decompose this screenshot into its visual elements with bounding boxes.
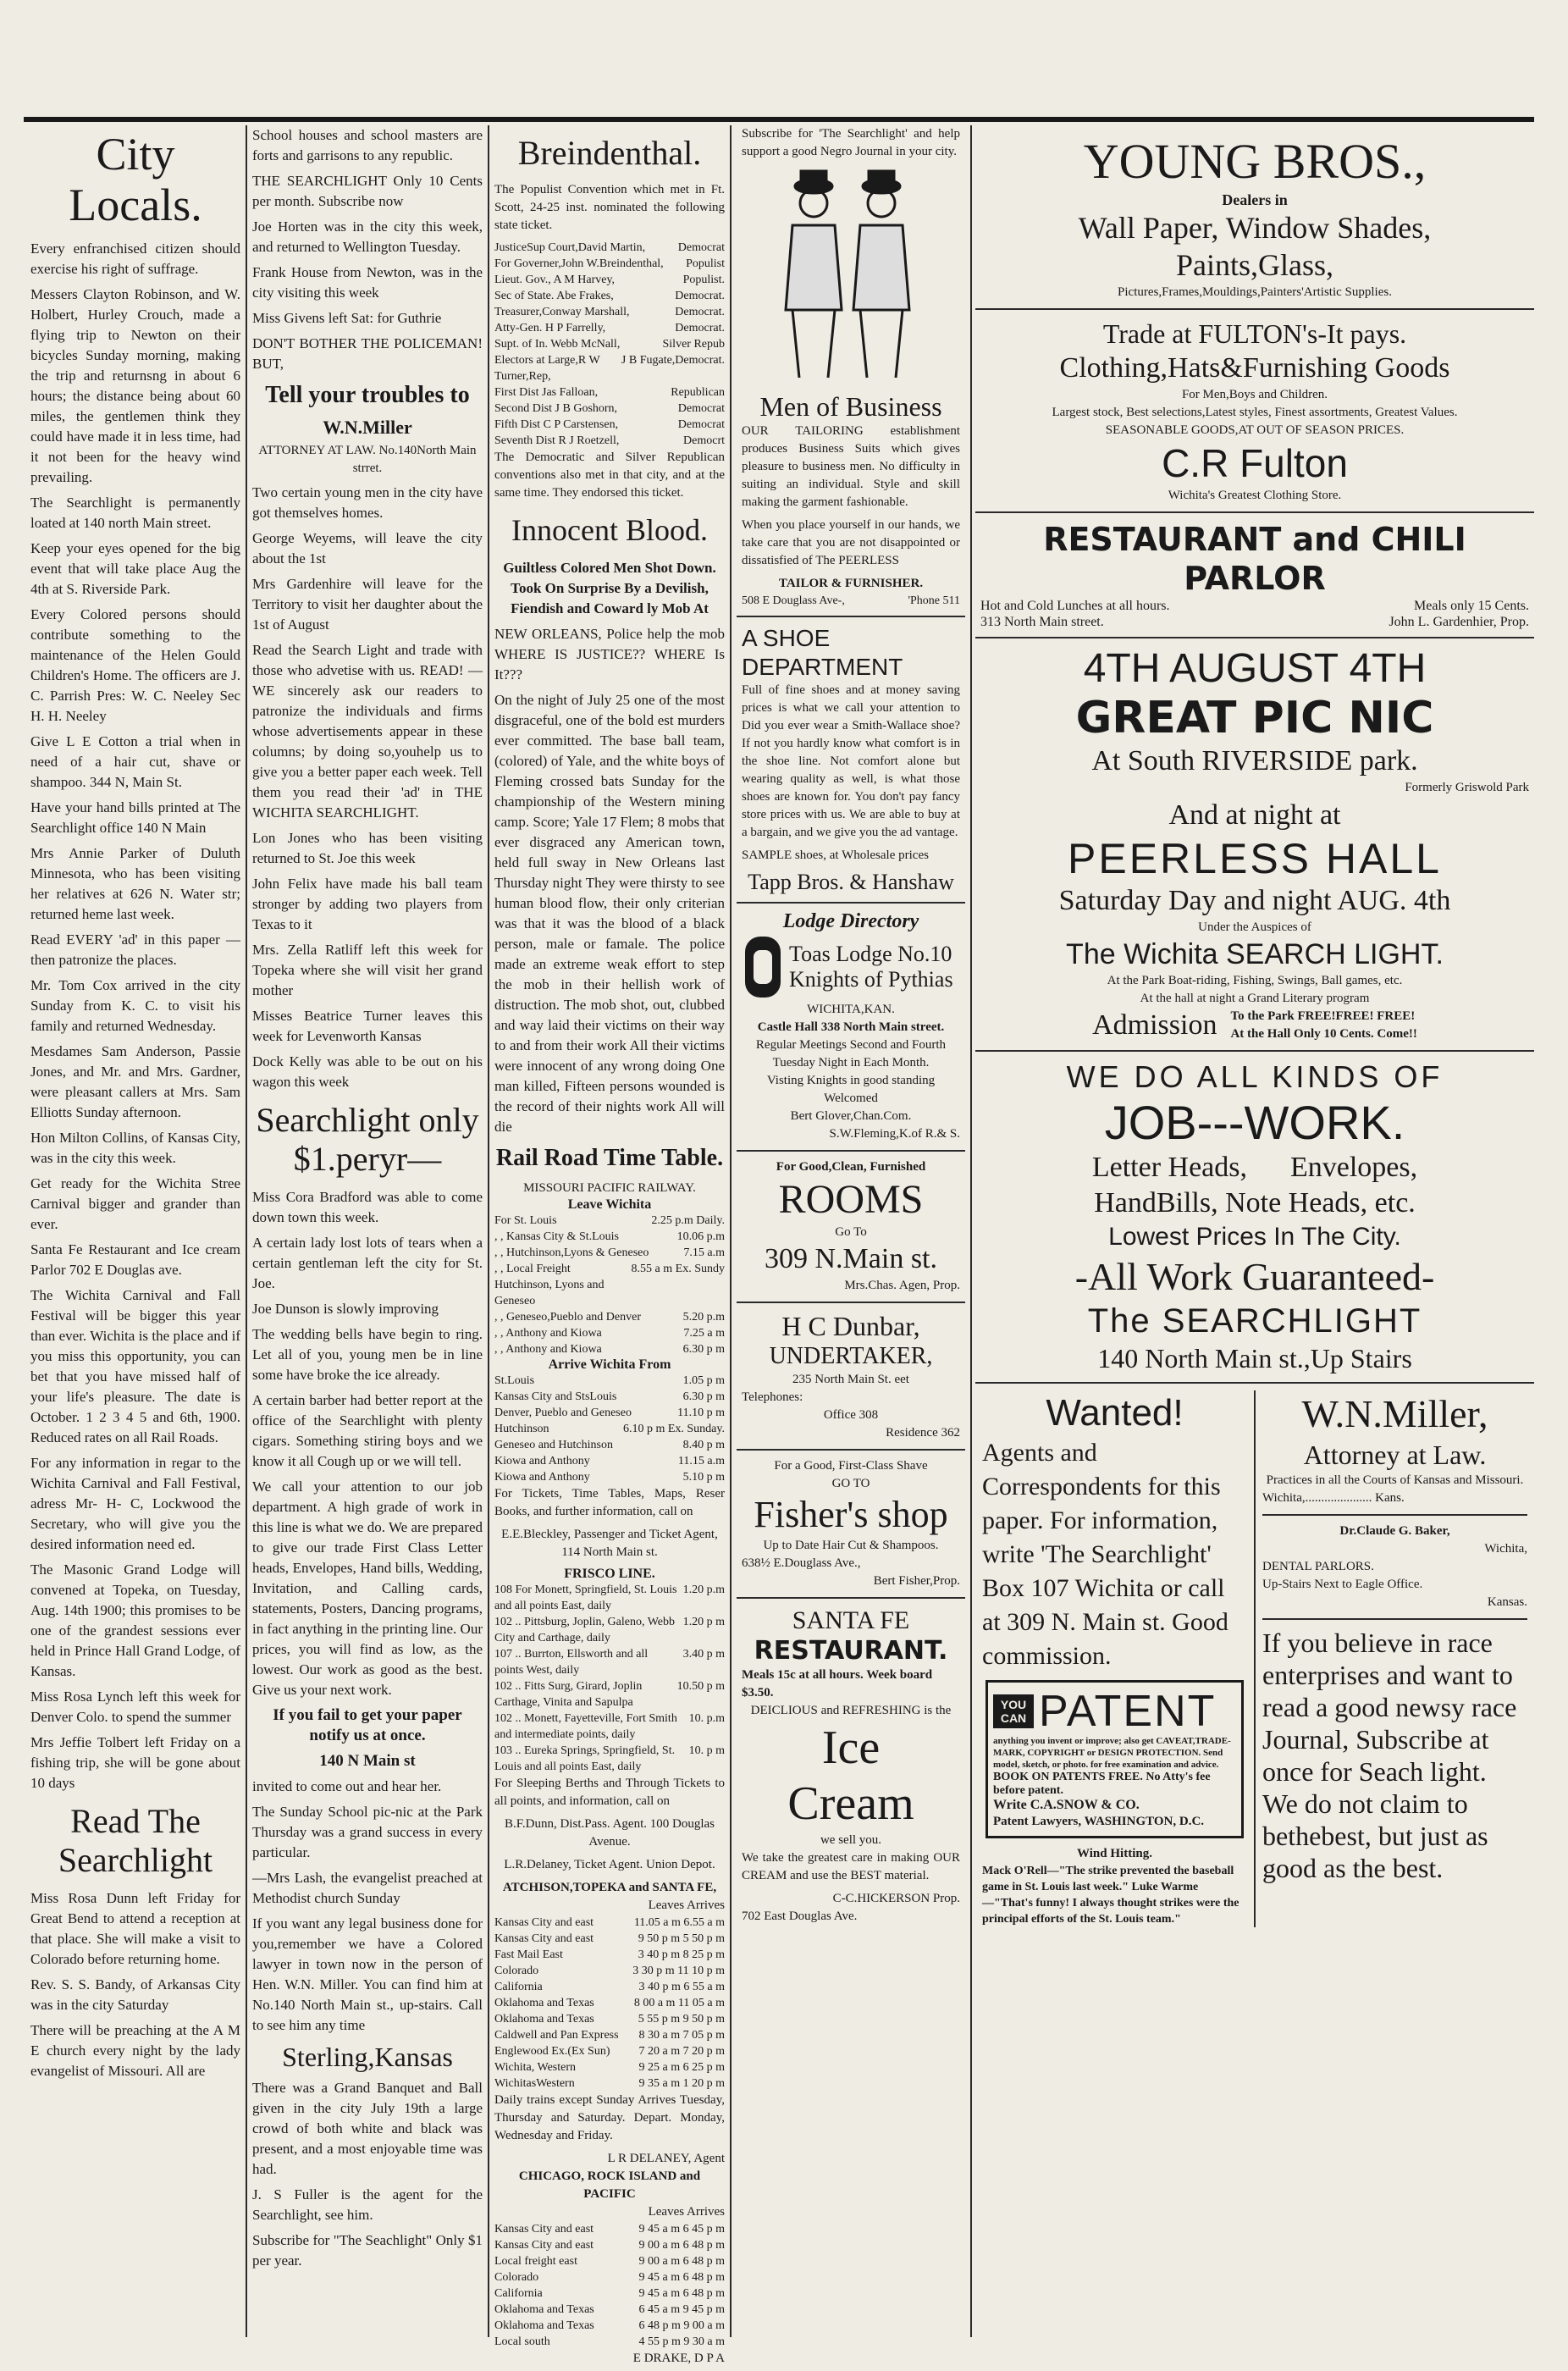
paragraph: Joe Dunson is slowly improving — [252, 1301, 439, 1317]
paragraph: Read the Search Light and trade with those who advetise with us. READ! — WE sincerely ask our readers to patronize the individuals and firms whose advertisements appear in these columns; by doing so,youhelp us to give you a better paper each week. Tell them you read their 'ad' in THE WICHITA SEARCHLIGHT. — [252, 642, 483, 821]
table-row: 108 For Monett, Springfield, St. Louis and all points East, daily 1.20 p.m — [494, 1583, 725, 1612]
column-rule — [488, 125, 489, 2337]
miller-line: ATTORNEY AT LAW. No.140North Main strret. — [258, 444, 477, 475]
job-line-3: Lowest Prices In The City. — [1108, 1223, 1401, 1251]
santa-fe-sell: we sell you. — [820, 1833, 882, 1847]
picnic-formerly: Formerly Griswold Park — [1405, 781, 1529, 794]
sterling-heading: Sterling,Kansas — [282, 2042, 453, 2072]
picnic-organizer: The Wichita SEARCH LIGHT. — [1066, 938, 1444, 970]
paragraph: Mrs Gardenhire will leave for the Territory to visit her daughter about the 1st of August — [252, 576, 483, 633]
paragraph: Mrs. Zella Ratliff left this week for Topeka where she will visit her grand mother — [252, 942, 483, 998]
table-row: 102 .. Fitts Surg, Girard, Joplin Carthage, Vinita and Sapulpa 10.50 p m — [494, 1680, 725, 1709]
fulton-name: C.R Fulton — [1162, 441, 1348, 485]
shave-address: 638½ E.Douglass Ave., — [742, 1556, 861, 1570]
paragraph: The Masonic Grand Lodge will convened at Topeka, on Tuesday, Aug. 14th 1900; this promises to be one of the grandest sessions ever held in Prince Hall Grand Lodge, of Kansas. — [30, 1561, 240, 1679]
paragraph: Joe Horten was in the city this week, and returned to Wellington Tuesday. — [252, 218, 483, 255]
table-row: Atty-Gen. H P Farrelly, Democrat. — [494, 322, 725, 334]
rock-columns: Leaves Arrives — [648, 2205, 725, 2219]
rooms-address: 309 N.Main st. — [765, 1243, 937, 1274]
paragraph: School houses and school masters are forts and garrisons to any republic. — [252, 127, 483, 163]
paragraph: Miss Rosa Dunn left Friday for Great Bend to attend a reception at that place. She will make a visit to Colorado before returning home. — [30, 1890, 240, 1967]
leave-table — [494, 1213, 725, 1357]
fail-address: 140 N Main st — [319, 1752, 416, 1770]
rock-island-heading: CHICAGO, ROCK ISLAND and PACIFIC — [518, 2169, 701, 2201]
news-body-2 — [252, 483, 483, 1092]
arrive-table — [494, 1373, 725, 1485]
patent-book: BOOK ON PATENTS FREE. No Atty's fee before patent. — [993, 1771, 1211, 1797]
picnic-adm-2: At the Hall Only 10 Cents. Come!! — [1230, 1027, 1417, 1041]
rock-table — [494, 2221, 725, 2350]
lodge-city: WICHITA,KAN. — [807, 1003, 895, 1016]
shoe-sample: SAMPLE shoes, at Wholesale prices — [742, 848, 929, 862]
news-body-4 — [252, 1777, 483, 2036]
businessmen-illustration-icon — [742, 166, 953, 386]
paragraph: Miss Rosa Lynch left this week for Denver Colo. to spend the summer — [30, 1688, 240, 1725]
paragraph: invited to come out and hear her. — [252, 1778, 442, 1794]
men-of-business-heading: Men of Business — [759, 391, 942, 422]
paragraph: NEW ORLEANS, Police help the mob WHERE IS JUSTICE?? WHERE Is It??? — [494, 626, 725, 683]
table-row: Electors at Large,R W Turner,Rep, J B Fugate,Democrat. — [494, 354, 725, 383]
innocent-subheading: Guiltless Colored Men Shot Down. Took On Surprise By a Devilish, Fiendish and Coward ly Mob At — [503, 560, 716, 616]
table-row: Kansas City and east 11.05 a m 6.55 a m — [494, 1916, 725, 1929]
table-row: Supt. of In. Webb McNall, Silver Repub — [494, 338, 725, 351]
paragraph: For any information in regar to the Wichita Carnival and Fall Festival, adress Mr- H- C, Lockwood the Secretary, who will give you the desired information need ed. — [30, 1455, 240, 1552]
paragraph: There was a Grand Banquet and Ball given in the city July 19th a large crowd of both white and black was present, and a most enjoyable time was had. — [252, 2080, 483, 2177]
paragraph: A certain lady lost lots of tears when a certain gentleman left the city for St. Joe. — [252, 1235, 483, 1291]
paragraph: The Sunday School pic-nic at the Park Thursday was a grand success in every particular. — [252, 1804, 483, 1860]
paragraph: THE SEARCHLIGHT Only 10 Cents per month. Subscribe now — [252, 173, 483, 209]
paragraph: There will be preaching at the A M E church every night by the lady evangelist of Missouri. All are — [30, 2022, 240, 2079]
shave-prop: Bert Fisher,Prop. — [873, 1574, 960, 1588]
column-rule — [730, 125, 732, 2337]
table-row: Denver, Pueblo and Geneseo 11.10 p m — [494, 1407, 725, 1419]
paragraph: DON'T BOTHER THE POLICEMAN! BUT, — [252, 335, 483, 372]
table-row: Oklahoma and Texas 8 00 a m 11 05 a m — [494, 1997, 725, 2009]
paragraph: The wedding bells have begin to ring. Let all of you, young men be in line some have broke the ice already. — [252, 1326, 483, 1383]
santa-fe-prop: C-C.HICKERSON Prop. — [832, 1892, 960, 1905]
claim-text: We do not claim to bethebest, but just as good as the best. — [1262, 1788, 1488, 1883]
peerless-hall-heading: PEERLESS HALL — [1068, 835, 1442, 882]
agent-delaney-2: L R DELANEY, Agent — [607, 2152, 725, 2165]
table-row: Caldwell and Pan Express 8 30 a m 7 05 p m — [494, 2029, 725, 2042]
paragraph: John Felix have made his ball team stronger by adding two players from Texas to it — [252, 876, 483, 932]
paragraph: Rev. S. S. Bandy, of Arkansas City was in the city Saturday — [30, 1976, 240, 2013]
job-work-heading: JOB---WORK. — [1104, 1096, 1405, 1149]
table-row: WichitasWestern 9 35 a m 1 20 p m — [494, 2077, 725, 2090]
shave-go: GO TO — [831, 1477, 870, 1490]
lodge-chan: Bert Glover,Chan.Com. — [790, 1109, 912, 1123]
table-row: California 9 45 a m 6 48 p m — [494, 2287, 725, 2300]
patent-ad — [986, 1680, 1244, 1838]
lodge-heading: Lodge Directory — [782, 910, 919, 932]
read-searchlight-heading: Read The Searchlight — [58, 1802, 213, 1879]
paragraph: Messers Clayton Robinson, and W. Holbert, Hurley Crouch, made a flying trip to Newton on their bicycles Sunday morning, making the trip and returnsng in about 6 hours; the distance being about 60 miles, the gentlemen think they could have made it in less time, had it not been for the heavy wind prevailing. — [30, 286, 240, 485]
tell-troubles-heading: Tell your troubles to — [265, 382, 470, 408]
table-row: , , Local Freight Hutchinson, Lyons and Geneseo 8.55 a m Ex. Sundy — [494, 1263, 725, 1307]
paragraph: Hon Milton Collins, of Kansas City, was in the city this week. — [30, 1130, 240, 1166]
picnic-night: And at night at — [1168, 799, 1341, 831]
restaurant-chili-heading: RESTAURANT and CHILI PARLOR — [1043, 521, 1466, 597]
table-row: Sec of State. Abe Frakes, Democrat. — [494, 290, 725, 302]
column-rule — [970, 125, 972, 2337]
paragraph: Miss Cora Bradford was able to come down town this week. — [252, 1189, 483, 1225]
paragraph: Every Colored persons should contribute something to the maintenance of the Helen Gould Children's Home. The officers are J. C. Parrish Pres: W. C. Neeley Sec H. H. Neeley — [30, 606, 240, 724]
baker-address: Up-Stairs Next to Eagle Office. — [1262, 1578, 1423, 1591]
table-row: Oklahoma and Texas 6 48 p m 9 00 a m — [494, 2319, 725, 2332]
fisher-shop-heading: Fisher's shop — [754, 1494, 948, 1535]
table-row: Oklahoma and Texas 5 55 p m 9 50 p m — [494, 2013, 725, 2026]
table-row: Lieut. Gov., A M Harvey, Populist. — [494, 274, 725, 286]
picnic-heading: GREAT PIC NIC — [1075, 693, 1434, 743]
innocent-blood-body — [494, 624, 725, 1137]
shave-body: Up to Date Hair Cut & Shampoos. — [763, 1539, 939, 1552]
baker-state: Kansas. — [1487, 1595, 1527, 1609]
paragraph: Lon Jones who has been visiting returned to St. Joe this week — [252, 830, 483, 866]
table-row: Oklahoma and Texas 6 45 a m 9 45 p m — [494, 2303, 725, 2316]
paragraph: If you want any legal business done for you,remember we have a Colored lawyer in town now in the person of Hen. W.N. Miller. You can find him at No.140 North Main st., up-stairs. Call to see him any time — [252, 1915, 483, 2033]
paragraph: Miss Givens left Sat: for Guthrie — [252, 310, 442, 326]
shave-pre: For a Good, First-Class Shave — [774, 1459, 928, 1473]
paragraph: The Wichita Carnival and Fall Festival will be bigger this year than ever. Wichita is the place and if you miss this opportunity, you can bet that you have missed half of your life's pleasure. The date is October. 1 2 3 4 5 and 6th, 1900. Reduced rates on all Rail Roads. — [30, 1287, 240, 1445]
rest-line-2: 313 North Main street. — [980, 615, 1104, 629]
paragraph: Read EVERY 'ad' in this paper —then patronize the places. — [30, 931, 240, 968]
column-rule — [246, 125, 247, 2337]
paragraph: Santa Fe Restaurant and Ice cream Parlor 702 E Douglas ave. — [30, 1241, 240, 1278]
picnic-adm-1: To the Park FREE!FREE! FREE! — [1230, 1009, 1416, 1023]
patent-body: anything you invent or improve; also get CAVEAT,TRADE-MARK, COPYRIGHT or DESIGN PROTECTION. Send model, sketch, or photo. for free examination and advice. — [993, 1736, 1231, 1770]
table-row: Seventh Dist R J Roetzell, Democrt — [494, 434, 725, 447]
tailor-phone: 'Phone 511 — [908, 594, 960, 607]
arrive-heading: Arrive Wichita From — [548, 1357, 671, 1372]
table-row: , , Anthony and Kiowa 7.25 a m — [494, 1327, 725, 1340]
column-display-ads — [975, 125, 1534, 2337]
table-row: For Governer,John W.Breindenthal, Populist — [494, 257, 725, 270]
subscribe-note: Subscribe for 'The Searchlight' and help support a good Negro Journal in your city. — [742, 127, 960, 158]
young-line-1: Wall Paper, Window Shades, — [1078, 211, 1432, 245]
paragraph: Mesdames Sam Anderson, Passie Jones, and Mr. and Mrs. Gardner, were pleasant callers at Mrs. Sam Elliotts Sunday afternoon. — [30, 1043, 240, 1120]
fulton-line-1: Trade at FULTON's-It pays. — [1102, 318, 1407, 349]
railroad-subheading: MISSOURI PACIFIC RAILWAY. — [523, 1181, 696, 1195]
paragraph: The Searchlight is permanently loated at 140 north Main street. — [30, 495, 240, 531]
santa-fe-delicious: DEICLIOUS and REFRESHING is the — [750, 1704, 952, 1717]
agent-delaney: L.R.Delaney, Ticket Agent. Union Depot. — [504, 1858, 715, 1871]
fulton-line-2: Clothing,Hats&Furnishing Goods — [1059, 352, 1450, 384]
tailor-address: 508 E Douglass Ave-, — [742, 594, 845, 607]
paragraph: Dock Kelly was able to be out on his wagon this week — [252, 1053, 483, 1090]
paragraph: Mrs Annie Parker of Duluth Minnesota, who has been visiting her relatives at 626 N. Water str; returned heme last week. — [30, 845, 240, 922]
table-row: 102 .. Pittsburg, Joplin, Galeno, Webb City and Carthage, daily 1.20 p m — [494, 1616, 725, 1644]
miller-practice: Practices in all the Courts of Kansas and Missouri. — [1266, 1473, 1524, 1487]
table-row: Kiowa and Anthony 5.10 p m — [494, 1471, 725, 1484]
table-row: , , Hutchinson,Lyons & Geneseo 7.15 a.m — [494, 1246, 725, 1259]
paragraph: —Mrs Lash, the evangelist preached at Methodist church Sunday — [252, 1870, 483, 1906]
lodge-kr: S.W.Fleming,K.of R.& S. — [829, 1127, 960, 1141]
table-row: Fifth Dist C P Carstensen, Democrat — [494, 418, 725, 431]
tailoring-body-2: When you place yourself in our hands, we take care that you are not disappointed or dissatisfied of The PEERLESS — [742, 518, 960, 567]
santafe-heading: ATCHISON,TOPEKA and SANTA FE, — [502, 1881, 717, 1894]
dunbar-sub: UNDERTAKER, — [769, 1343, 933, 1369]
column-ads — [737, 125, 965, 2337]
santa-fe-meals: Meals 15c at all hours. Week board $3.50. — [742, 1668, 933, 1699]
fulton-line-3: For Men,Boys and Children. — [1181, 388, 1328, 401]
paragraph: Keep your eyes opened for the big event that will take place Aug the 4th at S. Riverside Park. — [30, 540, 240, 597]
railroad-heading: Rail Road Time Table. — [495, 1145, 724, 1171]
dunbar-office: Office 308 — [823, 1408, 879, 1422]
rooms-pre: For Good,Clean, Furnished — [776, 1160, 926, 1174]
table-row: Treasurer,Conway Marshall, Democrat. — [494, 306, 725, 318]
paragraph: Misses Beatrice Turner leaves this week for Levenworth Kansas — [252, 1008, 483, 1044]
baker-city: Wichita, — [1484, 1542, 1527, 1556]
dunbar-res: Residence 362 — [886, 1426, 960, 1440]
santa-fe-restaurant: RESTAURANT. — [754, 1636, 948, 1666]
table-row: Kansas City and StsLouis 6.30 p m — [494, 1390, 725, 1403]
picnic-admission: Admission — [1092, 1009, 1217, 1041]
paragraph: J. S Fuller is the agent for the Searchlight, see him. — [252, 2186, 483, 2223]
wanted-heading: Wanted! — [1046, 1392, 1184, 1434]
shoe-heading: A SHOE DEPARTMENT — [742, 625, 903, 680]
news-body — [252, 125, 483, 374]
fulton-line-5: SEASONABLE GOODS,AT OUT OF SEASON PRICES. — [1105, 423, 1405, 437]
convention-intro: The Populist Convention which met in Ft. Scott, 24-25 inst. nominated the following state ticket. — [494, 183, 725, 232]
table-row: First Dist Jas Falloan, Republican — [494, 386, 725, 399]
ice-cream-heading: Ice Cream — [787, 1722, 914, 1830]
baker-heading: Dr.Claude G. Baker, — [1339, 1524, 1450, 1538]
paragraph: Two certain young men in the city have got themselves homes. — [252, 484, 483, 521]
frisco-note: For Sleeping Berths and Through Tickets to all points, and information, call on — [494, 1777, 725, 1808]
paragraph: We call your attention to our job department. A high grade of work in this line is what we do. We are prepared to give our trade First Class Letter heads, Envelopes, Hand bills, Wedding, Invitation, and Calling cards, statements, Posters, Dancing programs, in fact anything in the printing line. Our prices, you will find as low, as the lowest. Our work as good as the best. Give us your next work. — [252, 1478, 483, 1698]
table-row: Hutchinson 6.10 p m Ex. Sunday. — [494, 1423, 725, 1435]
innocent-blood-heading: Innocent Blood. — [511, 513, 708, 547]
paragraph: Get ready for the Wichita Stree Carnival bigger and grander than ever. — [30, 1175, 240, 1232]
lodge-meet: Regular Meetings Second and Fourth Tuesday Night in Each Month. — [755, 1038, 947, 1069]
paragraph: Subscribe for "The Seachlight" Only $1 per year. — [252, 2232, 483, 2269]
rooms-heading: ROOMS — [778, 1177, 924, 1222]
table-row: 107 .. Burrton, Ellsworth and all points West, daily 3.40 p m — [494, 1648, 725, 1677]
table-row: , , Geneseo,Pueblo and Denver 5.20 p.m — [494, 1311, 725, 1324]
young-bros-heading: YOUNG BROS., — [1083, 134, 1427, 189]
table-row: For St. Louis 2.25 p.m Daily. — [494, 1214, 725, 1227]
shoe-firm: Tapp Bros. & Hanshaw — [748, 870, 954, 894]
paragraph: A certain barber had better report at the office of the Searchlight with plenty cigars. Something stiring boys and we know it all Cough up or we will tell. — [252, 1392, 483, 1469]
news-body-5 — [252, 2078, 483, 2271]
table-row: Second Dist J B Goshorn, Democrat — [494, 402, 725, 415]
fulton-line-4: Largest stock, Best selections,Latest styles, Finest assortments, Greatest Values. — [1052, 406, 1458, 419]
column-news — [252, 125, 483, 2337]
state-ticket — [494, 240, 725, 449]
paragraph: Frank House from Newton, was in the city visiting this week — [252, 264, 483, 301]
wind-heading: Wind Hitting. — [1077, 1847, 1152, 1860]
table-row: Wichita, Western 9 25 a m 6 25 p m — [494, 2061, 725, 2074]
job-line-2: HandBills, Note Heads, etc. — [1094, 1187, 1416, 1219]
top-rule — [24, 117, 1534, 122]
frisco-heading: FRISCO LINE. — [564, 1567, 655, 1581]
paragraph: Have your hand bills printed at The Searchlight office 140 N Main — [30, 799, 240, 836]
tailor-furnisher: TAILOR & FURNISHER. — [778, 577, 924, 590]
fail-heading: If you fail to get your paper notify us at once. — [273, 1706, 462, 1744]
patent-write: Write C.A.SNOW & CO. — [993, 1798, 1140, 1812]
table-row: Kansas City and east 9 45 a m 6 45 p m — [494, 2223, 725, 2236]
believe-text: If you believe in race enterprises and want to read a good newsy race Journal, Subscribe at once for Seach light. — [1262, 1628, 1517, 1787]
table-row: , , Anthony and Kiowa 6.30 p m — [494, 1343, 725, 1356]
dunbar-address: 235 North Main St. eet — [792, 1373, 909, 1386]
job-line-6: 140 North Main st.,Up Stairs — [1097, 1343, 1412, 1373]
picnic-park: At the Park Boat-riding, Fishing, Swings, Ball games, etc. — [1107, 974, 1403, 987]
miller-city: Wichita,..................... Kans. — [1262, 1491, 1405, 1505]
table-row: Fast Mail East 3 40 p m 8 25 p m — [494, 1948, 725, 1961]
dunbar-tel: Telephones: — [742, 1390, 803, 1404]
paragraph: Give L E Cotton a trial when in need of a hair cut, shave or shampoo. 344 N, Main St. — [30, 733, 240, 790]
young-dealers: Dealers in — [1222, 191, 1288, 208]
agent-bleckley: E.E.Bleckley, Passenger and Ticket Agent, 114 North Main st. — [501, 1528, 718, 1559]
table-row: Colorado 3 30 p m 11 10 p m — [494, 1965, 725, 1977]
ticket-note: The Democratic and Silver Republican conventions also met in that city, and at the same time. They endorsed this ticket. — [494, 450, 725, 500]
paragraph: George Weyems, will leave the city about the 1st — [252, 530, 483, 566]
lodge-hall: Castle Hall 338 North Main street. — [757, 1020, 945, 1034]
table-row: Local freight east 9 00 a m 6 48 p m — [494, 2255, 725, 2268]
frisco-table — [494, 1582, 725, 1775]
table-row: California 3 40 p m 6 55 a m — [494, 1981, 725, 1993]
paragraph: Every enfranchised citizen should exercise his right of suffrage. — [30, 240, 240, 277]
fulton-tag: Wichita's Greatest Clothing Store. — [1168, 489, 1342, 502]
tailoring-body: OUR TAILORING establishment produces Business Suits which gives pleasure to business men. No difficulty in suiting an individual. Style and skill making the garment fashionable. — [742, 424, 960, 509]
young-line-3: Pictures,Frames,Mouldings,Painters'Artistic Supplies. — [1118, 285, 1392, 299]
agent-drake: E DRAKE, D P A — [632, 2352, 725, 2365]
table-row: Kansas City and east 9 00 a m 6 48 p m — [494, 2239, 725, 2252]
wanted-body: Agents and Correspondents for this paper. For information, write 'The Searchlight' Box 107 Wichita or call at 309 N. Main st. Good commission. — [982, 1439, 1228, 1670]
city-locals-heading: City Locals. — [69, 129, 202, 230]
news-body-3 — [252, 1187, 483, 1700]
wind-body: Mack O'Rell—"The strike prevented the baseball game in St. Louis last week." Luke Warme—"That's funny! I always thought strikes were the principal efforts of the St. Louis team." — [982, 1865, 1239, 1926]
table-row: Kansas City and east 9 50 p m 5 50 p m — [494, 1932, 725, 1945]
patent-you-can: YOU CAN — [993, 1694, 1034, 1728]
job-line-1: Letter Heads, Envelopes, — [1091, 1152, 1418, 1183]
job-line-5: The SEARCHLIGHT — [1087, 1302, 1422, 1340]
table-row: Englewood Ex.(Ex Sun) 7 20 a m 7 20 p m — [494, 2045, 725, 2058]
paragraph: Mr. Tom Cox arrived in the city Sunday from K. C. to visit his family and returned Wednesday. — [30, 977, 240, 1034]
city-locals-body-2 — [30, 1888, 240, 2081]
table-row: , , Kansas City & St.Louis 10.06 p.m — [494, 1230, 725, 1243]
rr-note: For Tickets, Time Tables, Maps, Reser Books, and further information, call on — [494, 1487, 725, 1518]
paragraph: On the night of July 25 one of the most disgraceful, one of the bold est murders ever committed. The base ball team, (colored) of Yale, and the white boys of Fleming crossed bats Sunday for the championship of the Western mining camp. Score; Yale 17 Flem; 8 mobs that ever disgraced any American town, held full sway in New Orleans last Thursday night They were thirsty to see human blood flow, their only criterian was that it was the blood of a black person, male or famale. The police made an extreme weak effort to step the mob in their hellish work of distruction. The mob shot, out, clubbed and way laid their victims on their way to and from their work All their victims were innocent of any wrong doing One man killed, Fifteen persons wounded is the record of their nights work All will die — [494, 692, 725, 1135]
miller-sub: Attorney at Law. — [1303, 1440, 1487, 1470]
miller-heading: W.N.Miller, — [1301, 1392, 1488, 1435]
santafe-columns: Leaves Arrives — [648, 1898, 725, 1912]
santa-fe-address: 702 East Douglas Ave. — [742, 1910, 858, 1923]
leave-heading: Leave Wichita — [567, 1197, 652, 1212]
dunbar-heading: H C Dunbar, — [781, 1311, 920, 1341]
pythias-emblem-icon — [742, 933, 784, 1001]
baker-dental: DENTAL PARLORS. — [1262, 1560, 1374, 1573]
column-politics-rail — [494, 125, 725, 2365]
santafe-note: Daily trains except Sunday Arrives Tuesday, Thursday and Saturday. Depart. Monday, Wednesday and Friday. — [494, 2093, 725, 2142]
column-city-locals — [30, 125, 240, 2337]
rooms-prop: Mrs.Chas. Agen, Prop. — [844, 1279, 960, 1292]
shoe-body: Full of fine shoes and at money saving prices is what we call your attention to Did you ever wear a Smith-Wallace shoe? If not you hardly know what comfort is in the shoe line. Not comfort alone but wearing quality as well, is what those shoes are known for. You don't pay fancy store prices with us. We are able to buy at a bargain, and we give you the ad vantage. — [742, 683, 960, 839]
picnic-date: 4TH AUGUST 4TH — [1083, 646, 1427, 691]
breindenthal-heading: Breindenthal. — [517, 134, 702, 172]
santafe-table — [494, 1915, 725, 2092]
rest-line-2b: John L. Gardenhier, Prop. — [1389, 615, 1529, 629]
lodge-visit: Visting Knights in good standing Welcomed — [766, 1074, 936, 1105]
table-row: Local south 4 55 p m 9 30 a m — [494, 2335, 725, 2348]
patent-word: PATENT — [1039, 1687, 1217, 1736]
table-row: Geneseo and Hutchinson 8.40 p m — [494, 1439, 725, 1451]
table-row: 102 .. Monett, Fayetteville, Fort Smith and intermediate points, daily 10. p.m — [494, 1712, 725, 1741]
lodge-name-2: Knights of Pythias — [789, 967, 953, 992]
table-row: St.Louis 1.05 p m — [494, 1374, 725, 1387]
job-pre: WE DO ALL KINDS OF — [1066, 1059, 1444, 1094]
rest-line-1: Hot and Cold Lunches at all hours. — [980, 599, 1170, 613]
agent-dunn: B.F.Dunn, Dist.Pass. Agent. 100 Douglas Avenue. — [505, 1817, 715, 1849]
table-row: JusticeSup Court,David Martin, Democrat — [494, 241, 725, 254]
subscription-heading: Searchlight only $1.peryr— — [256, 1101, 479, 1178]
city-locals-body — [30, 239, 240, 1793]
santa-fe-heading: SANTA FE — [792, 1606, 910, 1634]
picnic-under: Under the Auspices of — [1198, 920, 1311, 934]
table-row: Kiowa and Anthony 11.15 a.m — [494, 1455, 725, 1467]
picnic-saturday: Saturday Day and night AUG. 4th — [1058, 885, 1451, 916]
young-line-2: Paints,Glass, — [1175, 248, 1333, 282]
picnic-hallnote: At the hall at night a Grand Literary program — [1140, 992, 1370, 1005]
paragraph: Mrs Jeffie Tolbert left Friday on a fishing trip, she will be gone about 10 days — [30, 1734, 240, 1791]
santa-fe-care: We take the greatest care in making OUR CREAM and use the BEST material. — [742, 1851, 960, 1882]
table-row: 103 .. Eureka Springs, Springfield, St. Louis and all points East, daily 10. p m — [494, 1744, 725, 1773]
lodge-name-1: Toas Lodge No.10 — [789, 942, 952, 966]
miller-name: W.N.Miller — [323, 417, 412, 438]
table-row: Colorado 9 45 a m 6 48 p m — [494, 2271, 725, 2284]
job-line-4: -All Work Guaranteed- — [1074, 1255, 1435, 1298]
rooms-go: Go To — [835, 1225, 867, 1239]
picnic-at: At South RIVERSIDE park. — [1091, 745, 1418, 777]
patent-lawyers: Patent Lawyers, WASHINGTON, D.C. — [993, 1815, 1205, 1828]
rest-line-1b: Meals only 15 Cents. — [1414, 599, 1529, 613]
